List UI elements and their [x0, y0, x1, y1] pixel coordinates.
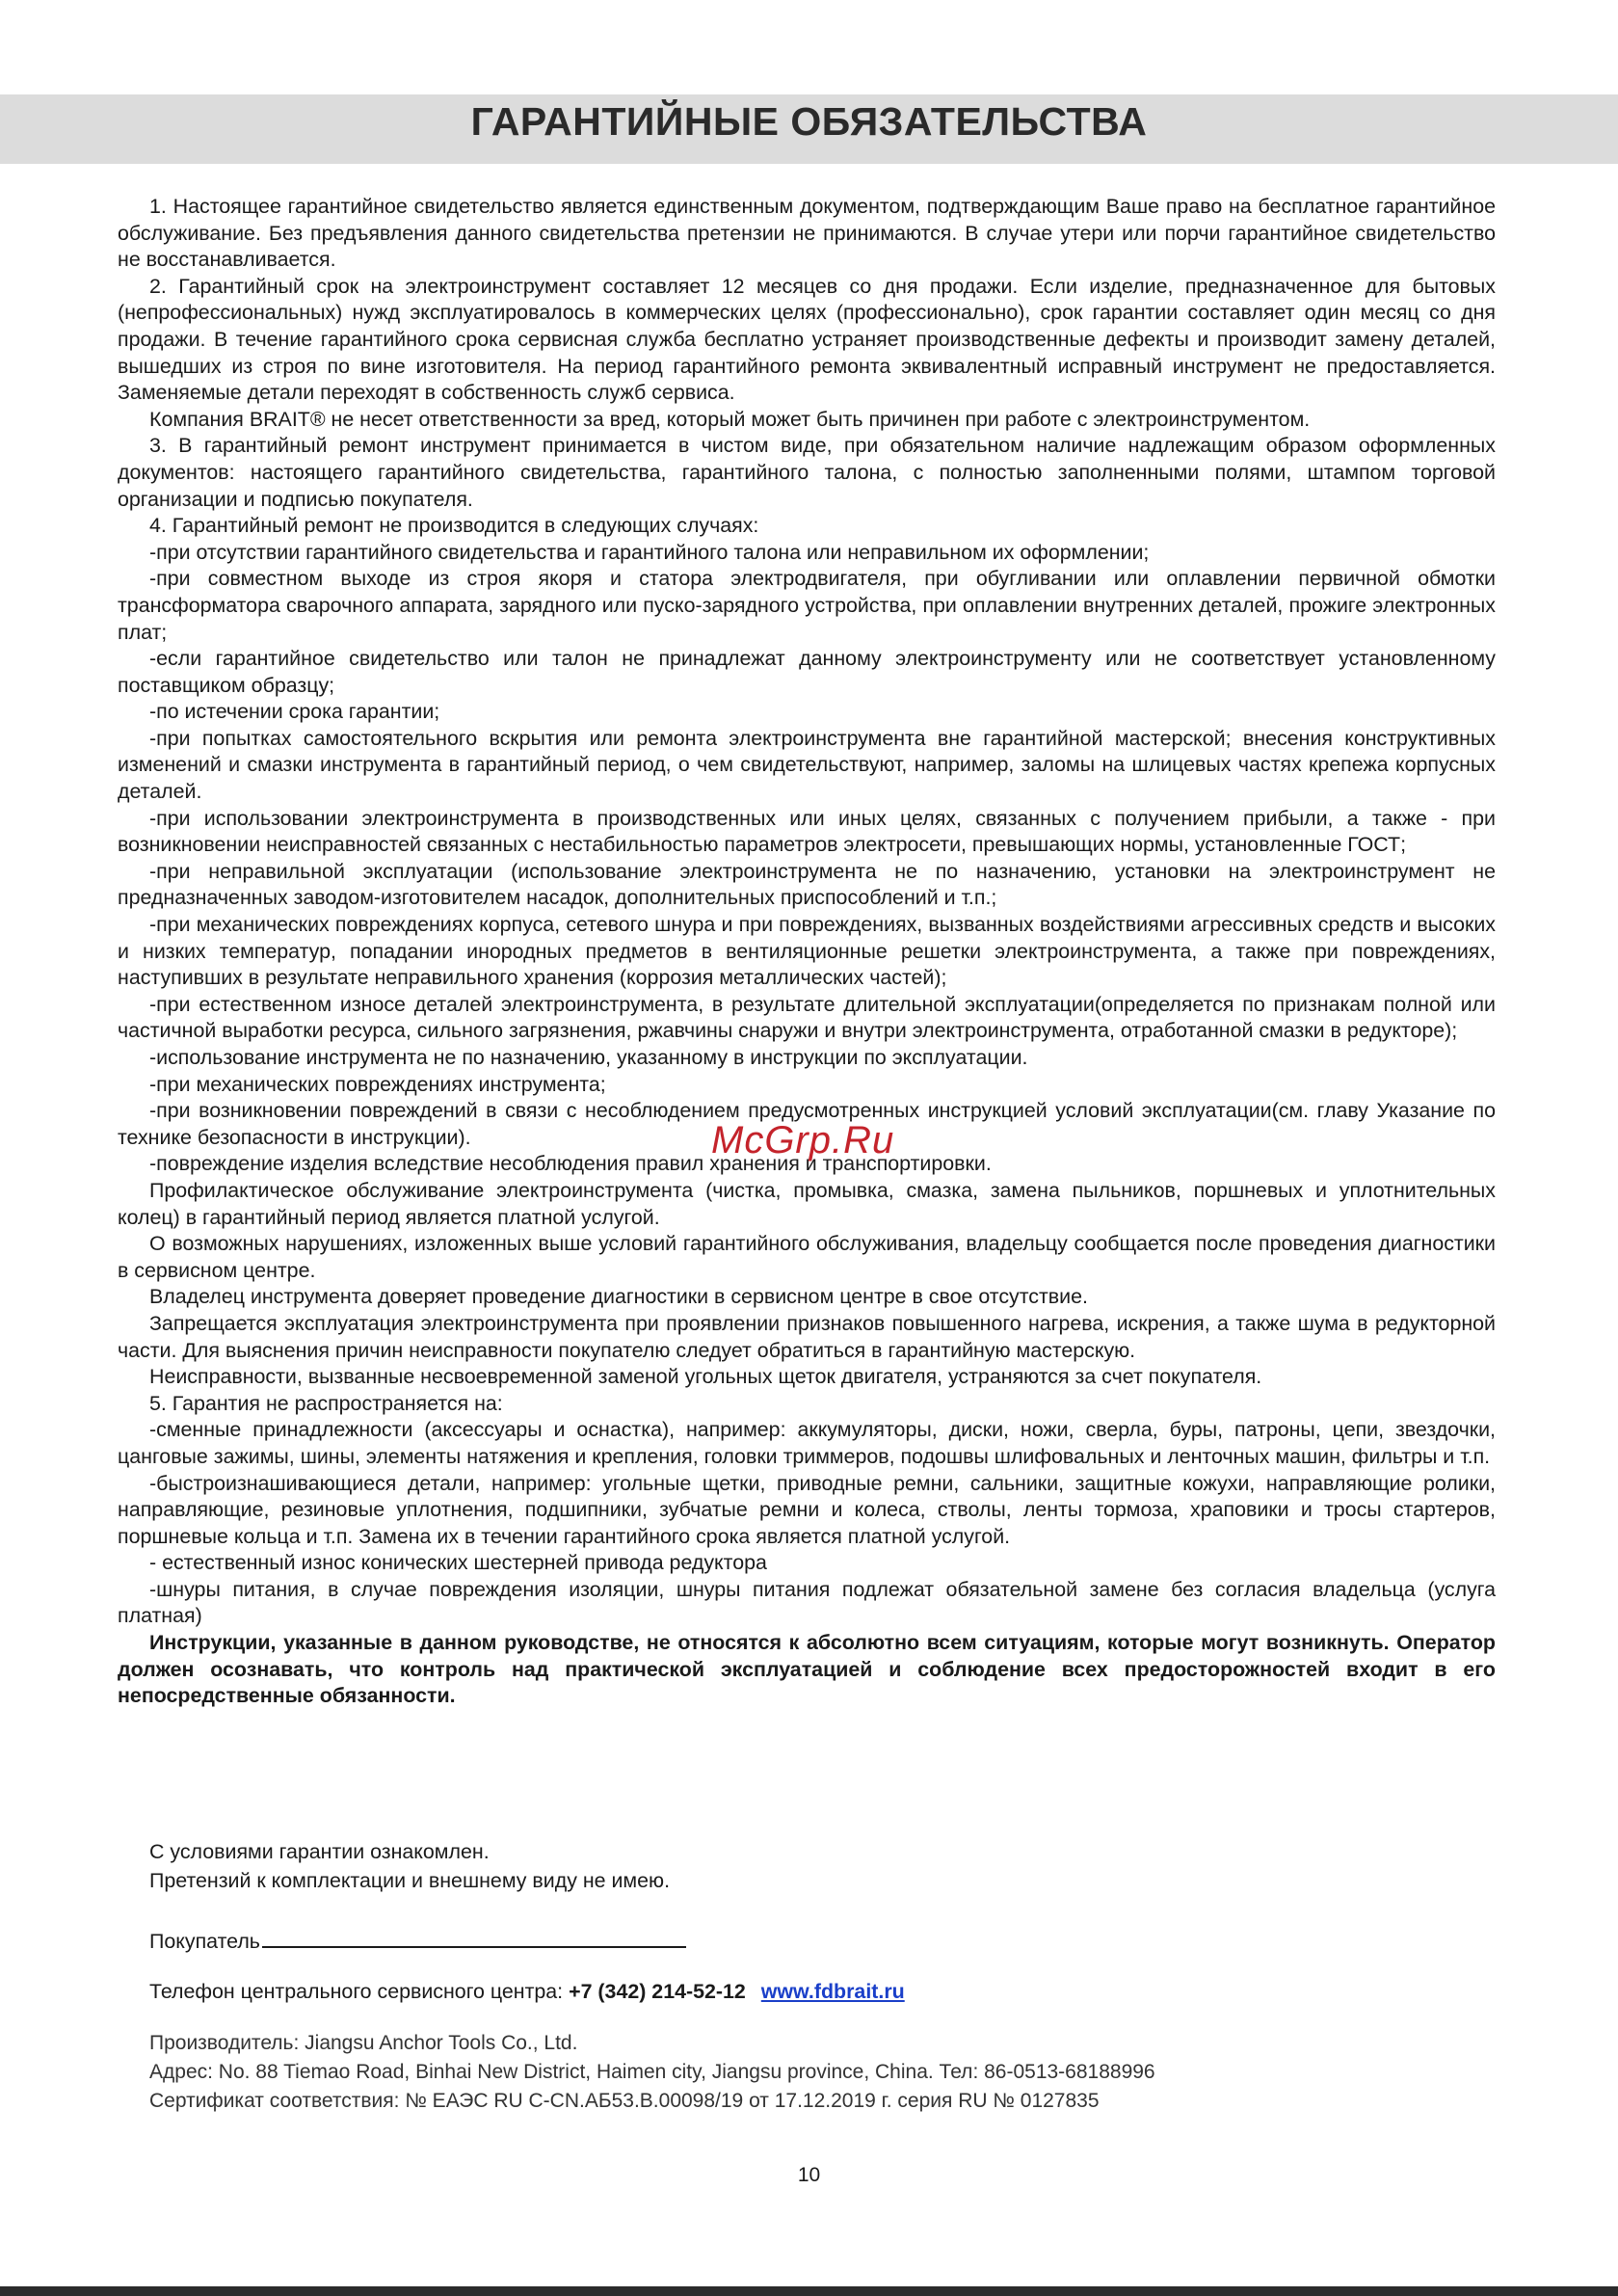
paragraph: Владелец инструмента доверяет проведение диагностики в сервисном центре в свое отсутствие.: [149, 1285, 1088, 1309]
warranty-text: [118, 194, 1496, 1710]
paragraph: 2. Гарантийный срок на электроинструмент составляет 12 месяцев со дня продажи. Если изделие, предназначенное для бытовых (непрофессиональных) нужд эксплуатировалось в коммерческих целях (профессионально), срок гарантии составляет один месяц со дня продажи. В течение гарантийного срока сервисная служба бесплатно устраняет производственные дефекты и производит замену деталей, вышедших из строя по вине изготовителя. На период гарантийного ремонта эквивалентный исправный инструмент не предоставляется. Заменяемые детали переходят в собственность служб сервиса.: [118, 274, 1496, 405]
paragraph: -использование инструмента не по назначению, указанному в инструкции по эксплуатации.: [149, 1046, 1028, 1069]
phone-number: +7 (342) 214-52-12: [569, 1980, 746, 2003]
paragraph: Профилактическое обслуживание электроинструмента (чистка, промывка, смазка, замена пыльников, поршневых и уплотнительных колец) в гарантийный период является платной услугой.: [118, 1178, 1496, 1229]
paragraph: Компания BRAIT® не несет ответственности за вред, который может быть причинен при работе с электроинструментом.: [149, 407, 1311, 431]
paragraph: -при механических повреждениях корпуса, сетевого шнура и при повреждениях, вызванных воздействиями агрессивных средств и высоких и низких температур, попадании инородных предметов в вентиляционные решетки электроинструмента, а также при повреждениях, наступивших в результате неправильного хранения (коррозия металлических частей);: [118, 913, 1496, 990]
page-title: ГАРАНТИЙНЫЕ ОБЯЗАТЕЛЬСТВА: [470, 99, 1148, 144]
certificate: Сертификат соответствия: № ЕАЭС RU C-CN.АБ53.В.00098/19 от 17.12.2019 г. серия RU № 0127835: [149, 2090, 1100, 2112]
website-link[interactable]: www.fdbrait.ru: [760, 1980, 905, 2003]
paragraph: 5. Гарантия не распространяется на:: [149, 1391, 503, 1415]
paragraph: -при попытках самостоятельного вскрытия или ремонта электроинструмента вне гарантийной мастерской; внесения конструктивных изменений и смазки инструмента в гарантийный период, о чем свидетельствуют, например, заломы на шлицевых частях крепежа корпусных деталей.: [118, 726, 1496, 804]
paragraph: 4. Гарантийный ремонт не производится в следующих случаях:: [149, 514, 759, 538]
paragraph: Неисправности, вызванные несвоевременной заменой угольных щеток двигателя, устраняются за счет покупателя.: [149, 1365, 1262, 1389]
address: Адрес: No. 88 Tiemao Road, Binhai New District, Haimen city, Jiangsu province, China. Тел: 86-0513-68188996: [149, 2061, 1155, 2083]
service-phone: [149, 1980, 905, 2004]
paragraph: -повреждение изделия вследствие несоблюдения правил хранения и транспортировки.: [149, 1152, 992, 1176]
paragraph: Запрещается эксплуатация электроинструмента при проявлении признаков повышенного нагрева, искрения, а также шума в редукторной части. Для выяснения причин неисправности покупателю следует обратиться в гарантийную мастерскую.: [118, 1311, 1496, 1362]
paragraph: -при механических повреждениях инструмента;: [149, 1072, 606, 1096]
paragraph: -шнуры питания, в случае повреждения изоляции, шнуры питания подлежат обязательной замене без согласия владельца (услуга платная): [118, 1577, 1496, 1628]
paragraph: -при отсутствии гарантийного свидетельства и гарантийного талона или неправильном их оформлении;: [149, 540, 1150, 564]
paragraph: 3. В гарантийный ремонт инструмент принимается в чистом виде, при обязательном наличие надлежащим образом оформленных документов: настоящего гарантийного свидетельства, гарантийного талона, с полностью заполненными полями, штампом торговой организации и подписью покупателя.: [118, 434, 1496, 511]
bottom-rule: [0, 2286, 1618, 2296]
bold-notice: Инструкции, указанные в данном руководстве, не относятся к абсолютно всем ситуациям, которые могут возникнуть. Оператор должен осознавать, что контроль над практической эксплуатацией и соблюдение всех предосторожностей входит в его непосредственные обязанности.: [118, 1631, 1496, 1708]
paragraph: -если гарантийное свидетельство или талон не принадлежат данному электроинструменту или не соответствует установленному поставщиком образцу;: [118, 647, 1496, 697]
page-number: 10: [797, 2164, 821, 2186]
paragraph: -при возникновении повреждений в связи с несоблюдением предусмотренных инструкцией условий эксплуатации(см. главу Указание по технике безопасности в инструкции).: [118, 1099, 1496, 1149]
paragraph: -по истечении срока гарантии;: [149, 700, 440, 724]
acknowledgement: С условиями гарантии ознакомлен.: [149, 1840, 490, 1863]
no-claims-statement: Претензий к комплектации и внешнему виду не имею.: [149, 1869, 671, 1892]
paragraph: -быстроизнашивающиеся детали, например: угольные щетки, приводные ремни, сальники, защитные кожухи, направляющие ролики, направляющие, резиновые уплотнения, подшипники, зубчатые ремни и колеса, стволы, ленты тормоза, храповики и тросы стартеров, поршневые кольца и т.п. Замена их в течении гарантийного срока является платной услугой.: [118, 1471, 1496, 1548]
paragraph: -при естественном износе деталей электроинструмента, в результате длительной эксплуатации(определяется по признакам полной или частичной выработки ресурса, сильного загрязнения, ржавчины снаружи и внутри электроинструмента, отработанной смазки в редукторе);: [118, 992, 1496, 1043]
buyer-label: Покупатель: [149, 1930, 260, 1953]
manufacturer: Производитель: Jiangsu Anchor Tools Co., Ltd.: [149, 2032, 578, 2054]
paragraph: 1. Настоящее гарантийное свидетельство является единственным документом, подтверждающим Ваше право на бесплатное гарантийное обслуживание. Без предъявления данного свидетельства претензии не принимаются. В случае утери или порчи гарантийное свидетельство не восстанавливается.: [118, 195, 1496, 272]
phone-label: Телефон центрального сервисного центра:: [149, 1980, 564, 2003]
buyer-signature: [149, 1925, 686, 1954]
paragraph: -при неправильной эксплуатации (использование электроинструмента не по назначению, установки на электроинструмент не предназначенных заводом-изготовителем насадок, дополнительных приспособлений и т.п.;: [118, 859, 1496, 910]
signature-line[interactable]: [262, 1925, 686, 1948]
watermark: McGrp.Ru: [711, 1119, 895, 1161]
paragraph: О возможных нарушениях, изложенных выше условий гарантийного обслуживания, владельцу сообщается после проведения диагностики в сервисном центре.: [118, 1232, 1496, 1282]
paragraph: -при совместном выходе из строя якоря и статора электродвигателя, при обугливании или оплавлении первичной обмотки трансформатора сварочного аппарата, зарядного или пуско-зарядного устройства, при оплавлении внутренних деталей, прожиге электронных плат;: [118, 567, 1496, 644]
paragraph: -сменные принадлежности (аксессуары и оснастка), например: аккумуляторы, диски, ножи, сверла, буры, патроны, цепи, звездочки, цанговые зажимы, шины, элементы натяжения и крепления, головки триммеров, подошвы шлифовальных и ленточных машин, фильтры и т.п.: [118, 1418, 1496, 1468]
paragraph: -при использовании электроинструмента в производственных или иных целях, связанных с получением прибыли, а также - при возникновении неисправностей связанных с нестабильностью параметров электросети, превышающих нормы, установленные ГОСТ;: [118, 806, 1496, 857]
paragraph: - естественный износ конических шестерней привода редуктора: [149, 1551, 767, 1575]
